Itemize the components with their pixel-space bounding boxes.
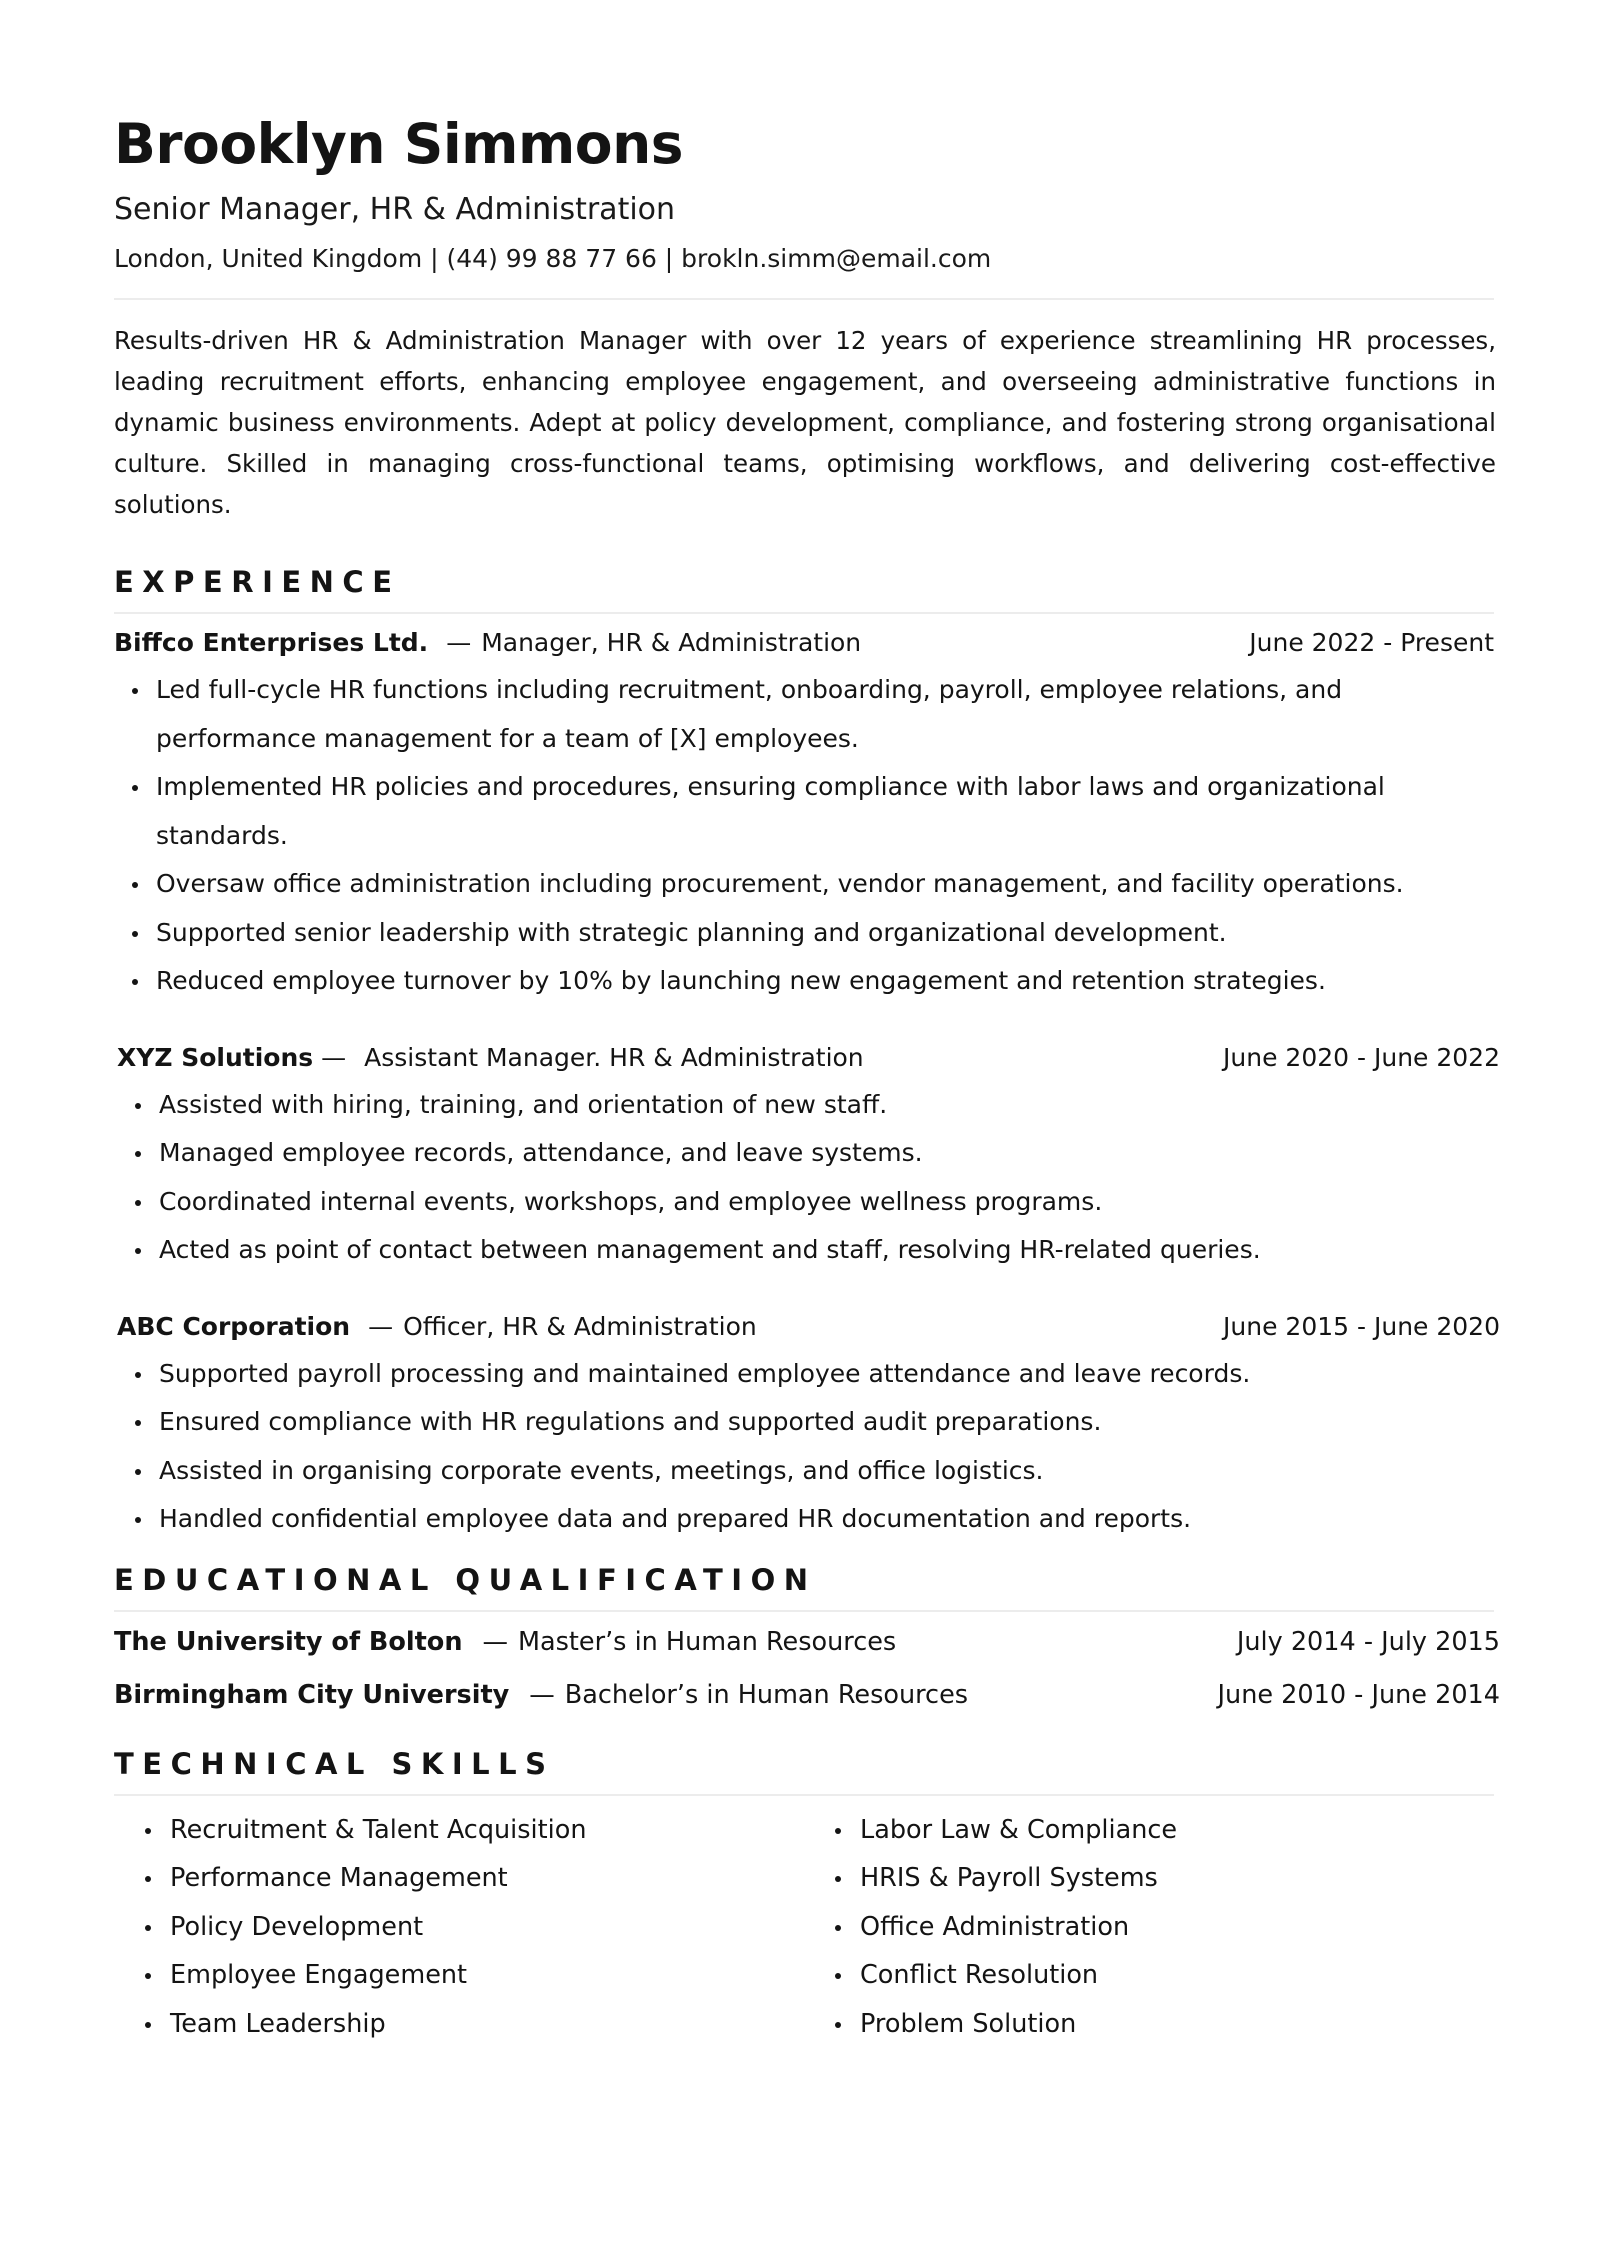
job-header — [117, 1038, 1500, 1078]
job-company: XYZ Solutions — [117, 1042, 314, 1072]
list-item: Ensured compliance with HR regulations and supported audit preparations. — [133, 1398, 1500, 1447]
skill-item: Policy Development — [145, 1903, 804, 1952]
skills-section — [114, 1744, 1500, 2049]
job-company: ABC Corporation — [117, 1311, 351, 1341]
job-dates: June 2022 - Present — [1249, 628, 1494, 657]
job-entry — [114, 623, 1500, 1006]
job-bullets — [117, 1081, 1500, 1275]
experience-section — [114, 562, 1500, 1544]
separator-dash: — — [482, 1626, 508, 1657]
section-title-experience: EXPERIENCE — [114, 565, 401, 599]
separator-dash: — — [446, 628, 472, 657]
list-item: Assisted with hiring, training, and orientation of new staff. — [133, 1081, 1500, 1130]
list-item: Oversaw office administration including procurement, vendor management, and facility operations. — [130, 860, 1500, 909]
job-header — [117, 1307, 1500, 1347]
education-school: Birmingham City University — [114, 1679, 510, 1710]
education-list — [114, 1616, 1500, 1722]
job-bullets — [114, 666, 1500, 1006]
skill-item: Employee Engagement — [145, 1951, 804, 2000]
job-header — [114, 623, 1494, 663]
education-dates: July 2014 - July 2015 — [1236, 1626, 1500, 1657]
job-entry — [114, 1307, 1500, 1544]
job-role: Officer, HR & Administration — [403, 1311, 757, 1341]
skill-item: Office Administration — [835, 1903, 1494, 1952]
experience-divider — [114, 612, 1494, 614]
job-company: Biffco Enterprises Ltd. — [114, 628, 429, 657]
skills-grid — [114, 1806, 1494, 2049]
list-item: Supported senior leadership with strategic planning and organizational development. — [130, 909, 1500, 958]
list-item: Coordinated internal events, workshops, and employee wellness programs. — [133, 1178, 1500, 1227]
professional-summary: Results-driven HR & Administration Manager with over 12 years of experience streamlining HR processes, leading recruitment efforts, enhancing employee engagement, and overseeing administrative functions in dynamic business environments. Adept at policy development, compliance, and fostering strong organisational culture. Skilled in managing cross-functional teams, optimising workflows, and delivering cost-effective solutions. — [114, 326, 1496, 519]
education-degree: Bachelor’s in Human Resources — [564, 1679, 969, 1710]
skill-item: Team Leadership — [145, 2000, 804, 2049]
skill-item: Problem Solution — [835, 2000, 1494, 2049]
contact-line: London, United Kingdom | (44) 99 88 77 66 | brokln.simm@email.com — [114, 244, 992, 273]
section-title-skills: TECHNICAL SKILLS — [114, 1746, 555, 1781]
education-dates: June 2010 - June 2014 — [1217, 1679, 1500, 1710]
separator-dash: — — [321, 1042, 347, 1072]
education-section — [114, 1560, 1500, 1722]
skill-item: HRIS & Payroll Systems — [835, 1854, 1494, 1903]
job-bullets — [117, 1350, 1500, 1544]
skill-item: Recruitment & Talent Acquisition — [145, 1806, 804, 1855]
skill-item: Performance Management — [145, 1854, 804, 1903]
skills-divider — [114, 1794, 1494, 1796]
skills-column-left — [114, 1806, 804, 2049]
list-item: Supported payroll processing and maintained employee attendance and leave records. — [133, 1350, 1500, 1399]
job-role: Assistant Manager. HR & Administration — [364, 1042, 864, 1072]
list-item: Reduced employee turnover by 10% by launching new engagement and retention strategies. — [130, 957, 1500, 1006]
education-entry — [114, 1616, 1500, 1669]
job-entry — [114, 1038, 1500, 1275]
list-item: Handled confidential employee data and prepared HR documentation and reports. — [133, 1495, 1500, 1544]
candidate-title: Senior Manager, HR & Administration — [114, 192, 676, 227]
skill-item: Conflict Resolution — [835, 1951, 1494, 2000]
education-divider — [114, 1610, 1494, 1612]
candidate-name: Brooklyn Simmons — [114, 112, 683, 176]
separator-dash: — — [368, 1311, 394, 1341]
education-degree: Master’s in Human Resources — [517, 1626, 897, 1657]
list-item: Managed employee records, attendance, and leave systems. — [133, 1129, 1500, 1178]
list-item: Acted as point of contact between management and staff, resolving HR-related queries. — [133, 1226, 1500, 1275]
job-dates: June 2015 - June 2020 — [1223, 1311, 1500, 1341]
skill-item: Labor Law & Compliance — [835, 1806, 1494, 1855]
separator-dash: — — [529, 1679, 555, 1710]
education-entry — [114, 1669, 1500, 1722]
job-role: Manager, HR & Administration — [481, 628, 862, 657]
header-divider — [114, 298, 1494, 300]
resume-page — [114, 104, 1500, 2048]
list-item: Assisted in organising corporate events, meetings, and office logistics. — [133, 1447, 1500, 1496]
education-school: The University of Bolton — [114, 1626, 463, 1657]
list-item: Led full-cycle HR functions including recruitment, onboarding, payroll, employee relations, and performance management for a team of [X] employees. — [130, 666, 1500, 763]
skills-column-right — [804, 1806, 1494, 2049]
job-dates: June 2020 - June 2022 — [1223, 1042, 1500, 1072]
section-title-education: EDUCATIONAL QUALIFICATION — [114, 1562, 817, 1597]
list-item: Implemented HR policies and procedures, ensuring compliance with labor laws and organizational standards. — [130, 763, 1500, 860]
